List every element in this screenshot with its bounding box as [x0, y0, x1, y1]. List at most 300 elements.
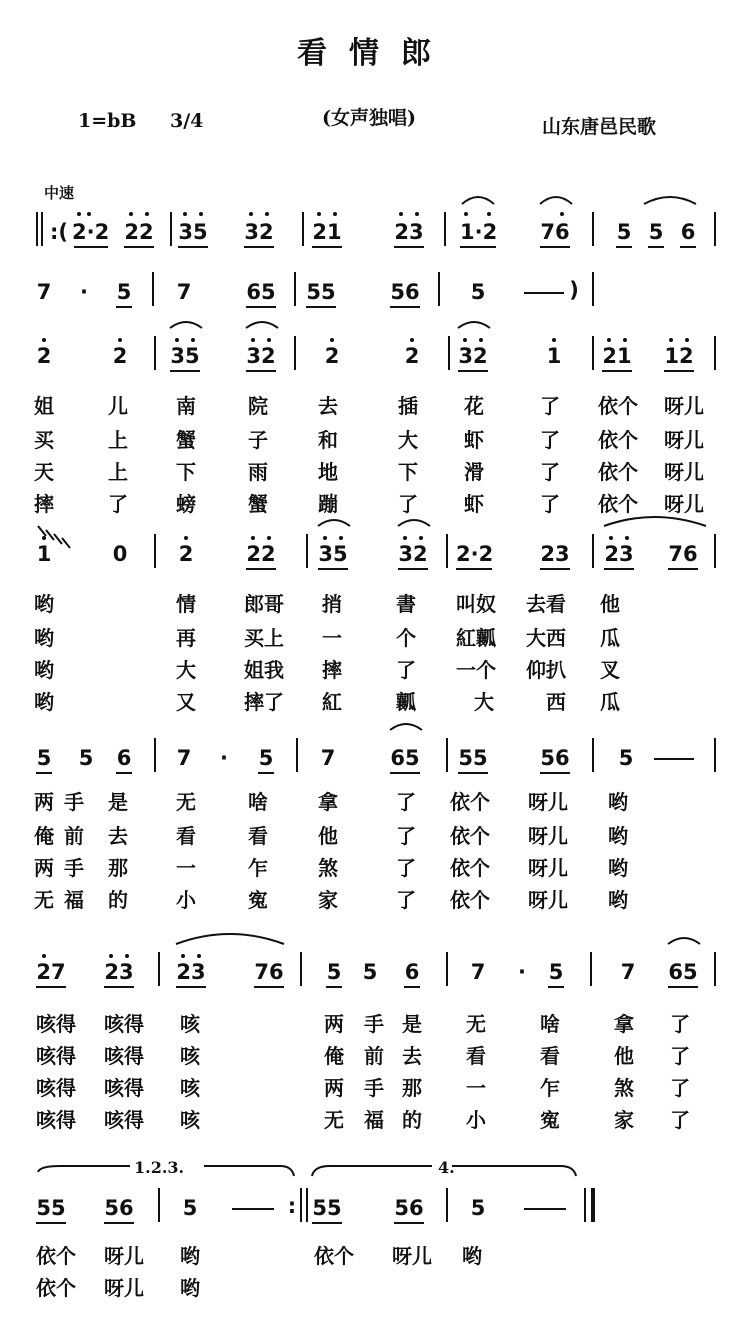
lyric: 他	[614, 1044, 634, 1068]
beam	[326, 986, 342, 988]
lyric: 蟹	[176, 428, 196, 452]
lyric: 依个	[450, 790, 490, 814]
slur	[398, 520, 430, 526]
note: 5	[470, 280, 486, 304]
note: 23	[540, 542, 570, 566]
slur	[458, 322, 490, 328]
dash	[524, 1208, 566, 1210]
lyric: 呀儿	[528, 790, 568, 814]
beam	[104, 1222, 134, 1224]
lyric: 上	[108, 428, 128, 452]
beam	[458, 772, 488, 774]
note: 2	[178, 542, 194, 566]
lyrics-block-3	[0, 786, 750, 916]
beam	[74, 246, 108, 248]
lyric: 呀儿	[664, 428, 704, 452]
lyric: 哟	[608, 824, 628, 848]
lyric: 摔	[322, 658, 342, 682]
beam	[312, 1222, 342, 1224]
note: 1·2	[460, 220, 498, 244]
note: 5	[78, 746, 94, 770]
lyric: 了	[396, 888, 416, 912]
lyric: 蟹	[248, 492, 268, 516]
lyric: 一	[466, 1076, 486, 1100]
note: ·	[518, 960, 526, 984]
lyric: 啥	[540, 1012, 560, 1036]
note: 23	[604, 542, 634, 566]
lyric: 那	[108, 856, 128, 880]
lyric: 无	[176, 790, 196, 814]
lyric: 看	[540, 1044, 560, 1068]
beam	[170, 370, 200, 372]
lyric: 是	[108, 790, 128, 814]
note: 55	[458, 746, 488, 770]
lyric: 咳得	[36, 1044, 76, 1068]
beam	[178, 246, 208, 248]
volta-bracket	[452, 1166, 576, 1176]
lyric: 俺	[34, 824, 54, 848]
beam	[104, 986, 134, 988]
beam	[246, 370, 276, 372]
beam	[668, 568, 698, 570]
beam	[664, 370, 694, 372]
staff-line-5	[0, 738, 750, 778]
beam	[404, 986, 420, 988]
lyric: 呀儿	[528, 824, 568, 848]
barline	[446, 952, 448, 986]
lyric: 依个	[598, 460, 638, 484]
lyrics-block-1	[0, 390, 750, 520]
lyric: 大	[398, 428, 418, 452]
note: 5	[548, 960, 564, 984]
lyric: 呀儿	[528, 856, 568, 880]
volta-bracket	[204, 1166, 294, 1176]
lyric: 了	[108, 492, 128, 516]
note: 5	[182, 1196, 198, 1220]
lyric: 下	[176, 460, 196, 484]
barline	[154, 738, 156, 772]
note: 65	[390, 746, 420, 770]
lyric: 去看	[526, 592, 566, 616]
lyric: 啥	[248, 790, 268, 814]
lyric: 大西	[526, 626, 566, 650]
beam	[36, 772, 52, 774]
lyric: 两	[34, 790, 54, 814]
lyric: 拿	[318, 790, 338, 814]
beam	[312, 246, 342, 248]
note: 23	[394, 220, 424, 244]
beam	[246, 568, 276, 570]
barline	[154, 336, 156, 370]
lyric: 哟	[608, 856, 628, 880]
note: 32	[458, 344, 488, 368]
lyric: 煞	[614, 1076, 634, 1100]
lyric: 依个	[598, 394, 638, 418]
lyric: 家	[614, 1108, 634, 1132]
lyric: 一	[176, 856, 196, 880]
note: 5	[258, 746, 274, 770]
lyric: 一	[322, 626, 342, 650]
note: 5	[648, 220, 664, 244]
slur	[246, 322, 278, 328]
beam	[176, 986, 206, 988]
lyric: 前	[64, 824, 84, 848]
lyric: 无	[324, 1108, 344, 1132]
beam	[540, 568, 570, 570]
beam	[604, 568, 634, 570]
slur	[668, 938, 700, 944]
lyric: 又	[176, 690, 196, 714]
lyric: 摔	[34, 492, 54, 516]
lyric: 花	[464, 394, 484, 418]
lyric: 一个	[456, 658, 496, 682]
beam	[258, 772, 274, 774]
lyric: 哟	[180, 1276, 200, 1300]
lyric: 乍	[248, 856, 268, 880]
lyric: 依个	[450, 856, 490, 880]
note: 21	[312, 220, 342, 244]
beam	[390, 306, 420, 308]
lyric: 咳	[180, 1044, 200, 1068]
lyric: 个	[396, 626, 416, 650]
barline	[300, 952, 302, 986]
lyric: 書	[396, 592, 416, 616]
lyric: 插	[398, 394, 418, 418]
staff-line-4	[0, 534, 750, 574]
barline	[590, 952, 592, 986]
lyric: 手	[64, 856, 84, 880]
lyric: 了	[670, 1044, 690, 1068]
lyric: 无	[466, 1012, 486, 1036]
beam	[116, 306, 132, 308]
lyric: 依个	[598, 428, 638, 452]
lyric: 依个	[450, 888, 490, 912]
beam	[540, 772, 570, 774]
beam	[306, 306, 336, 308]
note: 35	[170, 344, 200, 368]
note: 5	[326, 960, 342, 984]
barline	[446, 1188, 448, 1222]
lyric: 哟	[34, 592, 54, 616]
beam	[36, 1222, 66, 1224]
lyric: 是	[402, 1012, 422, 1036]
lyric: 了	[398, 492, 418, 516]
note: 56	[104, 1196, 134, 1220]
lyric: 呀儿	[104, 1276, 144, 1300]
lyric: 叉	[600, 658, 620, 682]
note: 1	[36, 542, 52, 566]
lyric: 看	[466, 1044, 486, 1068]
note: 6	[404, 960, 420, 984]
note: 55	[36, 1196, 66, 1220]
beam	[548, 986, 564, 988]
note: 5	[116, 280, 132, 304]
lyrics-block-2	[0, 588, 750, 718]
lyric: 手	[364, 1076, 384, 1100]
staff-line-1	[0, 212, 750, 252]
barline	[592, 534, 594, 568]
beam	[254, 986, 284, 988]
barline	[158, 952, 160, 986]
lyric: 大	[176, 658, 196, 682]
lyric: 哟	[34, 626, 54, 650]
lyric: 天	[34, 460, 54, 484]
barline	[714, 738, 716, 772]
lyric: 了	[540, 394, 560, 418]
note: 0	[112, 542, 128, 566]
slur	[318, 520, 350, 526]
note: 32	[246, 344, 276, 368]
lyric: 呀儿	[104, 1244, 144, 1268]
repeat-close: :	[287, 1194, 297, 1218]
lyric: 买上	[244, 626, 284, 650]
lyric: 咳得	[104, 1012, 144, 1036]
note: 32	[398, 542, 428, 566]
lyric: 了	[540, 492, 560, 516]
beam	[124, 246, 154, 248]
lyric: 福	[64, 888, 84, 912]
second-ending-label: 4.	[434, 1158, 459, 1177]
lyric: 看	[248, 824, 268, 848]
volta-bracket	[312, 1166, 432, 1176]
beam	[616, 246, 632, 248]
note: 65	[246, 280, 276, 304]
song-source: 山东唐邑民歌	[542, 116, 657, 138]
lyric: 他	[318, 824, 338, 848]
song-title: 看情郎	[297, 36, 453, 71]
first-ending-label: 1.2.3.	[130, 1158, 188, 1177]
slur	[540, 197, 572, 204]
lyric: 哟	[608, 790, 628, 814]
lyric: 哟	[34, 658, 54, 682]
note: 56	[540, 746, 570, 770]
lyric: 了	[670, 1012, 690, 1036]
lyric: 依个	[314, 1244, 354, 1268]
note: )	[569, 278, 579, 302]
time-signature: 3/4	[170, 110, 204, 132]
lyric: 依个	[450, 824, 490, 848]
note: 7	[470, 960, 486, 984]
slur	[390, 724, 422, 730]
lyric: 情	[176, 592, 196, 616]
lyric: 哟	[34, 690, 54, 714]
barline	[294, 336, 296, 370]
lyric: 姐我	[244, 658, 284, 682]
lyric: 咳	[180, 1076, 200, 1100]
lyric: 两	[34, 856, 54, 880]
lyric: 郎哥	[244, 592, 284, 616]
note: 55	[306, 280, 336, 304]
staff-line-6	[0, 952, 750, 992]
barline	[36, 212, 38, 246]
note: 35	[318, 542, 348, 566]
note: 6	[680, 220, 696, 244]
repeat-open: :(	[50, 220, 68, 244]
lyric: 的	[402, 1108, 422, 1132]
note: 76	[668, 542, 698, 566]
lyric: 煞	[318, 856, 338, 880]
note: 7	[36, 280, 52, 304]
lyrics-block-5	[0, 1240, 750, 1310]
barline	[444, 212, 446, 246]
key-signature: 1=bB	[78, 110, 137, 132]
lyric: 雨	[248, 460, 268, 484]
lyric: 他	[600, 592, 620, 616]
note: 5	[618, 746, 634, 770]
lyric: 去	[402, 1044, 422, 1068]
barline	[438, 272, 440, 306]
barline	[714, 952, 716, 986]
beam	[602, 370, 632, 372]
note: 7	[620, 960, 636, 984]
slur	[170, 322, 202, 328]
lyric: 上	[108, 460, 128, 484]
barline	[300, 1188, 302, 1222]
beam	[390, 772, 420, 774]
barline	[592, 336, 594, 370]
lyric: 螃	[176, 492, 196, 516]
lyric: 咳得	[104, 1108, 144, 1132]
lyric: 咳	[180, 1108, 200, 1132]
barline	[714, 534, 716, 568]
lyric: 前	[364, 1044, 384, 1068]
lyric: 咳得	[104, 1044, 144, 1068]
lyric: 拿	[614, 1012, 634, 1036]
barline	[158, 1188, 160, 1222]
beam	[458, 370, 488, 372]
lyric: 咳	[180, 1012, 200, 1036]
lyric: 咳得	[36, 1076, 76, 1100]
barline	[152, 272, 154, 306]
staff-line-7	[0, 1188, 750, 1228]
lyric: 了	[540, 428, 560, 452]
barline	[306, 1188, 308, 1222]
lyric: 去	[318, 394, 338, 418]
volta-bracket	[38, 1166, 130, 1172]
note: 7	[176, 280, 192, 304]
lyric: 了	[396, 658, 416, 682]
lyric: 仰扒	[526, 658, 566, 682]
barline	[714, 212, 716, 246]
note: 5	[616, 220, 632, 244]
lyric: 虾	[464, 428, 484, 452]
note: 55	[312, 1196, 342, 1220]
barline	[306, 534, 308, 568]
lyric: 俺	[324, 1044, 344, 1068]
beam	[244, 246, 274, 248]
lyric: 院	[248, 394, 268, 418]
note: 22	[124, 220, 154, 244]
lyric: 儿	[108, 394, 128, 418]
lyric: 依个	[36, 1244, 76, 1268]
note: 23	[104, 960, 134, 984]
note: 76	[540, 220, 570, 244]
lyric: 大	[474, 690, 494, 714]
lyric: 了	[670, 1108, 690, 1132]
lyric: 哟	[462, 1244, 482, 1268]
lyric: 手	[64, 790, 84, 814]
barline	[170, 212, 172, 246]
lyric: 和	[318, 428, 338, 452]
beam	[36, 986, 66, 988]
note: 7	[320, 746, 336, 770]
lyric: 叫奴	[456, 592, 496, 616]
lyric: 那	[402, 1076, 422, 1100]
note: 5	[470, 1196, 486, 1220]
note: 27	[36, 960, 66, 984]
barline	[296, 738, 298, 772]
barline	[592, 738, 594, 772]
slur	[462, 197, 494, 204]
lyric: 瓜	[600, 690, 620, 714]
beam	[246, 306, 276, 308]
note: 5	[362, 960, 378, 984]
barline	[584, 1188, 586, 1222]
note: 2	[404, 344, 420, 368]
lyric: 乍	[540, 1076, 560, 1100]
note: 2	[112, 344, 128, 368]
lyric: 咳得	[36, 1012, 76, 1036]
slur	[644, 197, 696, 204]
lyric: 姐	[34, 394, 54, 418]
note: 56	[390, 280, 420, 304]
lyric: 依个	[598, 492, 638, 516]
barline	[592, 272, 594, 306]
note: 2·2	[456, 542, 494, 566]
lyric: 福	[364, 1108, 384, 1132]
barline	[294, 272, 296, 306]
lyric: 小	[176, 888, 196, 912]
lyric: 家	[318, 888, 338, 912]
beam	[460, 246, 496, 248]
note: 21	[602, 344, 632, 368]
beam	[318, 568, 348, 570]
lyric: 地	[318, 460, 338, 484]
note: 1	[546, 344, 562, 368]
staff-line-3	[0, 336, 750, 376]
lyric: 呀儿	[664, 394, 704, 418]
lyric: 摔了	[244, 690, 284, 714]
lyric: 了	[396, 790, 416, 814]
performer-note: (女声独唱)	[322, 107, 416, 129]
barline	[154, 534, 156, 568]
barline	[302, 212, 304, 246]
barline	[714, 336, 716, 370]
note: 12	[664, 344, 694, 368]
tempo-marking: 中速	[44, 184, 75, 202]
lyric: 再	[176, 626, 196, 650]
lyric: 呀儿	[664, 492, 704, 516]
lyric: 虾	[464, 492, 484, 516]
note: 2	[324, 344, 340, 368]
note: ·	[220, 746, 228, 770]
beam	[680, 246, 696, 248]
note: 22	[246, 542, 276, 566]
lyric: 寃	[248, 888, 268, 912]
note: 2·2	[72, 220, 110, 244]
barline	[446, 738, 448, 772]
lyric: 哟	[180, 1244, 200, 1268]
lyric: 瓜	[600, 626, 620, 650]
lyric: 买	[34, 428, 54, 452]
dash	[232, 1208, 274, 1210]
lyric: 寃	[540, 1108, 560, 1132]
beam	[648, 246, 664, 248]
beam	[398, 568, 428, 570]
beam	[668, 986, 698, 988]
lyric: 西	[546, 690, 566, 714]
lyric: 咳得	[36, 1108, 76, 1132]
